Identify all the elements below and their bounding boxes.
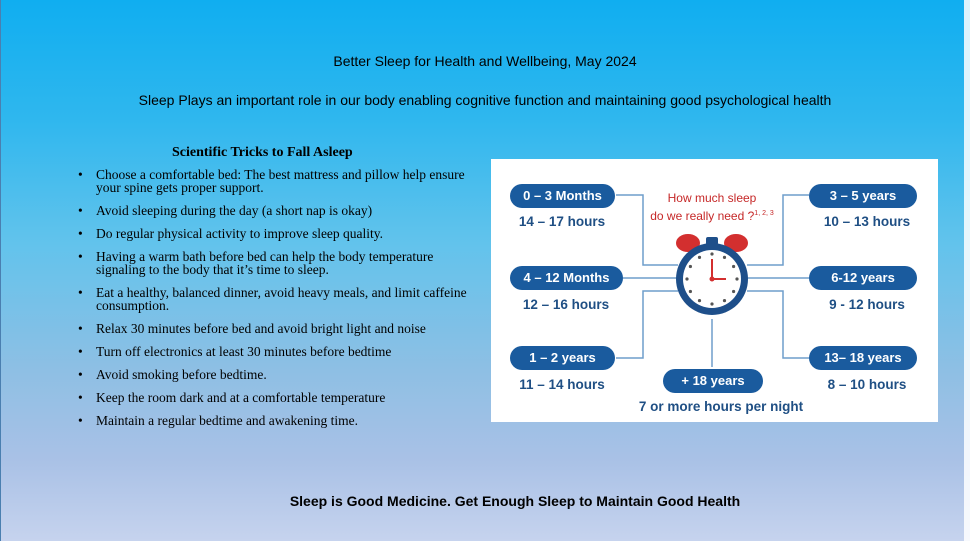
tip-item: • Relax 30 minutes before bed and avoid bright light and noise <box>78 322 478 335</box>
hours-18-plus-years: 7 or more hours per night <box>638 399 804 414</box>
hours-6-12-years: 9 - 12 hours <box>829 297 905 312</box>
alarm-clock-icon <box>676 234 748 315</box>
slide-right-edge <box>964 0 970 541</box>
hours-0-3-months: 14 – 17 hours <box>518 214 606 229</box>
age-pill-4-12-months: 4 – 12 Months <box>510 266 623 290</box>
hours-4-12-months: 12 – 16 hours <box>522 297 610 312</box>
age-pill-3-5-years: 3 – 5 years <box>809 184 917 208</box>
tip-item: • Avoid sleeping during the day (a short nap is okay) <box>78 204 478 217</box>
age-pill-18-plus-years: + 18 years <box>663 369 763 393</box>
slide-subtitle: Sleep Plays an important role in our body enabling cognitive function and maintaining good psychological health <box>138 92 832 108</box>
tip-item: • Maintain a regular bedtime and awakening time. <box>78 414 478 427</box>
slide-title: Better Sleep for Health and Wellbeing, May 2024 <box>333 53 637 69</box>
sleep-needs-infographic <box>491 159 938 422</box>
tip-item: • Having a warm bath before bed can help the body temperature signaling to the body that it’s time to sleep. <box>78 250 478 276</box>
sleep-question <box>641 190 783 224</box>
slide-left-border <box>0 0 1 541</box>
footer-message: Sleep is Good Medicine. Get Enough Sleep to Maintain Good Health <box>289 493 741 509</box>
question-references: 1, 2, 3 <box>754 210 774 217</box>
question-line-2: do we really need ? <box>650 209 755 223</box>
tip-item: • Eat a healthy, balanced dinner, avoid heavy meals, and limit caffeine consumption. <box>78 286 478 312</box>
hours-13-18-years: 8 – 10 hours <box>827 377 907 392</box>
tip-item: • Avoid smoking before bedtime. <box>78 368 478 381</box>
age-pill-0-3-months: 0 – 3 Months <box>510 184 615 208</box>
tip-item: • Keep the room dark and at a comfortable temperature <box>78 391 478 404</box>
tip-item: • Do regular physical activity to improve sleep quality. <box>78 227 478 240</box>
tip-item: • Turn off electronics at least 30 minutes before bedtime <box>78 345 478 358</box>
age-pill-1-2-years: 1 – 2 years <box>510 346 615 370</box>
tips-heading: Scientific Tricks to Fall Asleep <box>172 145 353 160</box>
age-pill-13-18-years: 13– 18 years <box>809 346 917 370</box>
hours-3-5-years: 10 – 13 hours <box>823 214 911 229</box>
age-pill-6-12-years: 6-12 years <box>809 266 917 290</box>
tips-list <box>78 168 478 437</box>
tip-item: • Choose a comfortable bed: The best mattress and pillow help ensure your spine gets proper support. <box>78 168 478 194</box>
hours-1-2-years: 11 – 14 hours <box>519 377 605 392</box>
question-line-1: How much sleep <box>667 191 757 205</box>
